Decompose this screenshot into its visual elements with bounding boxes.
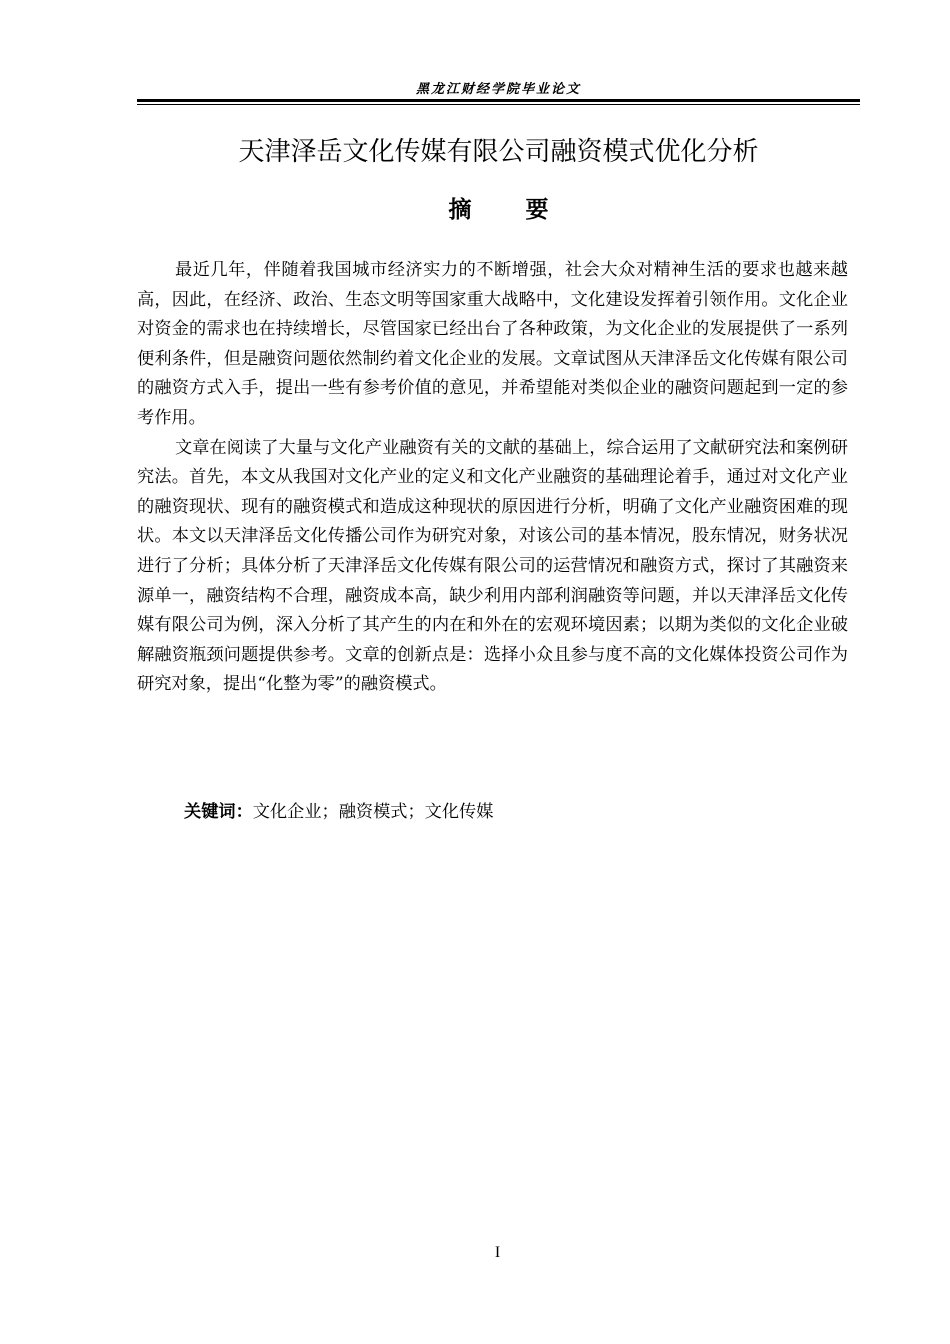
page-number: I <box>494 1244 501 1261</box>
header-rule-thick <box>137 99 860 102</box>
abstract-body <box>137 256 848 700</box>
running-header: 黑龙江财经学院毕业论文 <box>415 82 581 97</box>
abstract-paragraph-1: 最近几年，伴随着我国城市经济实力的不断增强，社会大众对精神生活的要求也越来越高，因此，在经济、政治、生态文明等国家重大战略中，文化建设发挥着引领作用。文化企业对资金的需求也在持续增长，尽管国家已经出台了各种政策，为文化企业的发展提供了一系列便利条件，但是融资问题依然制约着文化企业的发展。文章试图从天津泽岳文化传媒有限公司的融资方式入手，提出一些有参考价值的意见，并希望能对类似企业的融资问题起到一定的参考作用。 <box>137 260 848 428</box>
keywords-label: 关键词： <box>184 802 253 822</box>
abstract-paragraph-2: 文章在阅读了大量与文化产业融资有关的文献的基础上，综合运用了文献研究法和案例研究法。首先，本文从我国对文化产业的定义和文化产业融资的基础理论着手，通过对文化产业的融资现状、现有的融资模式和造成这种现状的原因进行分析，明确了文化产业融资困难的现状。本文以天津泽岳文化传播公司作为研究对象，对该公司的基本情况，股东情况，财务状况进行了分析；具体分析了天津泽岳文化传媒有限公司的运营情况和融资方式，探讨了其融资来源单一，融资结构不合理，融资成本高，缺少利用内部利润融资等问题，并以天津泽岳文化传媒有限公司为例，深入分析了其产生的内在和外在的宏观环境因素；以期为类似的文化企业破解融资瓶颈问题提供参考。文章的创新点是：选择小众且参与度不高的文化媒体投资公司作为研究对象，提出“化整为零”的融资模式。 <box>137 437 848 695</box>
header-rule-thin <box>137 104 860 105</box>
keywords-line <box>184 798 493 827</box>
keywords-text: 文化企业；融资模式；文化传媒 <box>252 802 494 822</box>
abstract-heading: 摘要 <box>448 197 603 223</box>
paper-title: 天津泽岳文化传媒有限公司融资模式优化分析 <box>238 137 759 167</box>
